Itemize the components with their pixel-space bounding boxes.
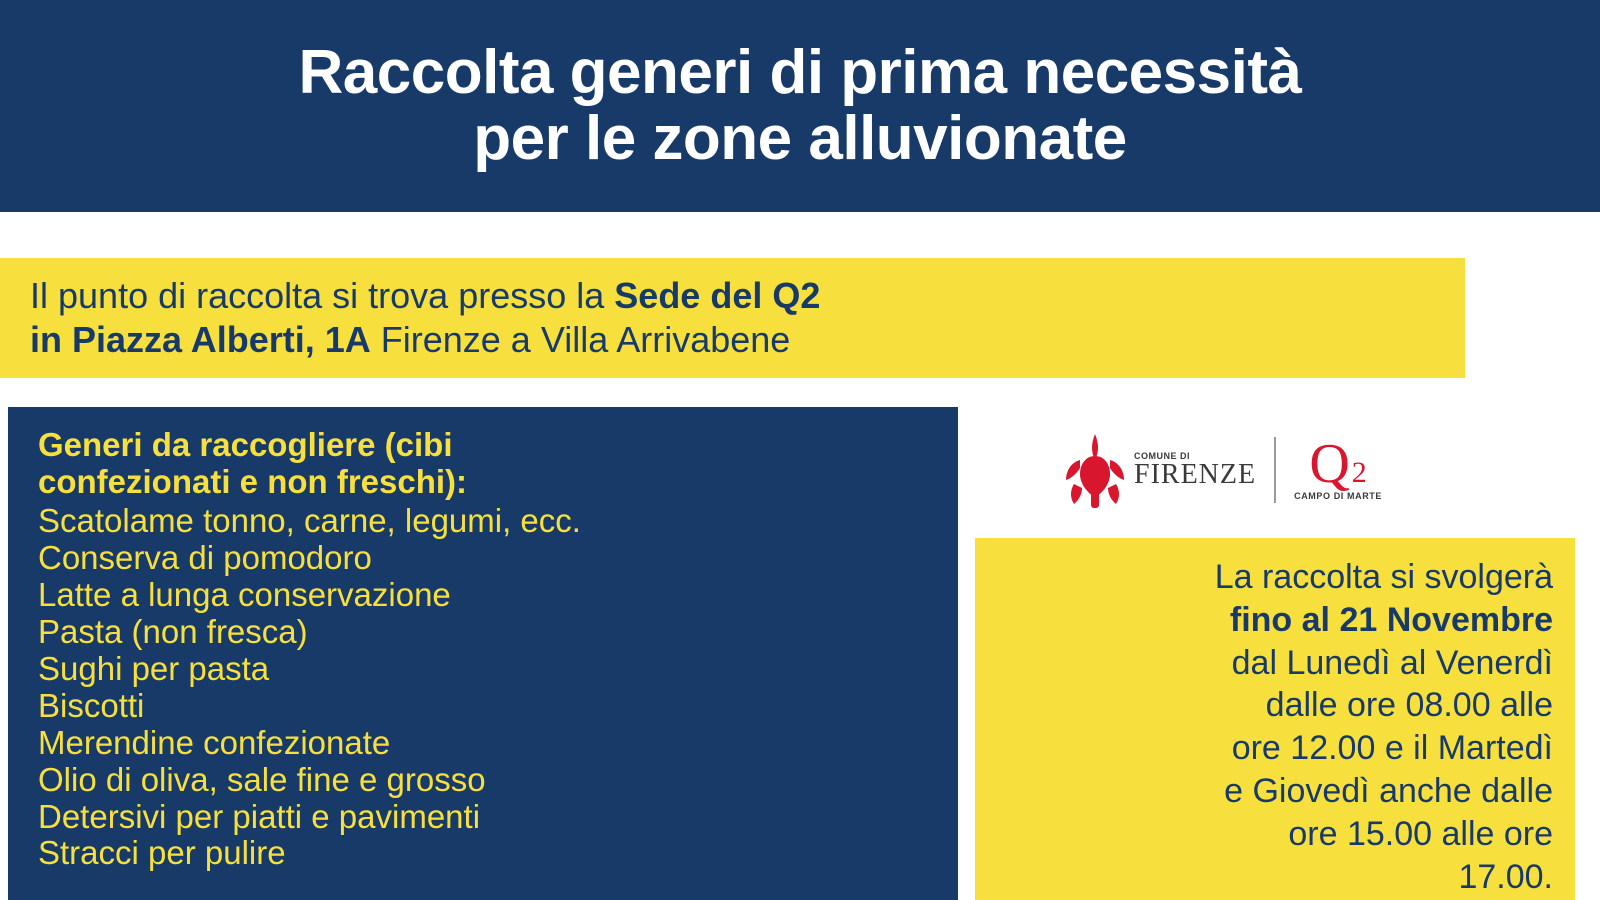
goods-heading bbox=[38, 427, 958, 501]
giglio-fiorentino-icon bbox=[1060, 430, 1130, 510]
logo-divider bbox=[1274, 437, 1276, 503]
list-item: Stracci per pulire bbox=[38, 834, 286, 872]
location-line-1-bold: Sede del Q2 bbox=[614, 275, 821, 317]
comune-big-label: FIRENZE bbox=[1134, 458, 1257, 490]
location-line-2 bbox=[30, 318, 1465, 362]
schedule-line: ore 12.00 e il Martedì bbox=[1231, 729, 1553, 768]
q2-letter: Q bbox=[1309, 432, 1350, 495]
list-item: Olio di oliva, sale fine e grosso bbox=[38, 760, 486, 798]
location-banner bbox=[0, 258, 1465, 378]
schedule-line: dal Lunedì al Venerdì bbox=[1231, 643, 1553, 682]
list-item: Biscotti bbox=[38, 686, 145, 724]
comune-small-label: COMUNE DI bbox=[1134, 450, 1190, 461]
list-item: Sughi per pasta bbox=[38, 649, 270, 687]
header-band bbox=[0, 0, 1600, 212]
list-item: Merendine confezionate bbox=[38, 723, 391, 761]
location-line-2-bold: in Piazza Alberti, 1A bbox=[30, 319, 371, 360]
poster-title-line-2: per le zone alluvionate bbox=[473, 104, 1127, 173]
poster-title-line-1: Raccolta generi di prima necessità bbox=[298, 38, 1302, 108]
list-item: Detersivi per piatti e pavimenti bbox=[38, 797, 481, 835]
location-line-1 bbox=[30, 274, 1465, 318]
logo-row bbox=[1060, 425, 1500, 515]
goods-heading-line-2: confezionati e non freschi): bbox=[38, 462, 468, 500]
goods-heading-line-1: Generi da raccogliere (cibi bbox=[38, 426, 453, 463]
q2-mark bbox=[1309, 432, 1367, 495]
schedule-line: 17.00. bbox=[1458, 857, 1553, 896]
q2-logo bbox=[1294, 432, 1383, 502]
list-item: Latte a lunga conservazione bbox=[38, 575, 451, 613]
schedule-line: ore 15.00 alle ore bbox=[1288, 814, 1553, 853]
schedule-line: e Giovedì anche dalle bbox=[1224, 772, 1553, 811]
schedule-line: fino al 21 Novembre bbox=[1229, 600, 1553, 639]
q2-number: 2 bbox=[1351, 455, 1367, 489]
goods-panel bbox=[8, 407, 958, 900]
location-line-1-plain: Il punto di raccolta si trova presso la bbox=[30, 275, 615, 317]
schedule-line: La raccolta si svolgerà bbox=[1214, 558, 1553, 596]
q2-sublabel: CAMPO DI MARTE bbox=[1294, 491, 1383, 502]
schedule-line: dalle ore 08.00 alle bbox=[1265, 686, 1553, 725]
list-item: Conserva di pomodoro bbox=[38, 538, 372, 576]
schedule-panel bbox=[975, 538, 1575, 900]
list-item: Scatolame tonno, carne, legumi, ecc. bbox=[38, 501, 581, 539]
location-line-2-plain: Firenze a Villa Arrivabene bbox=[370, 319, 791, 360]
comune-wordmark bbox=[1134, 452, 1256, 489]
list-item: Pasta (non fresca) bbox=[38, 612, 308, 650]
